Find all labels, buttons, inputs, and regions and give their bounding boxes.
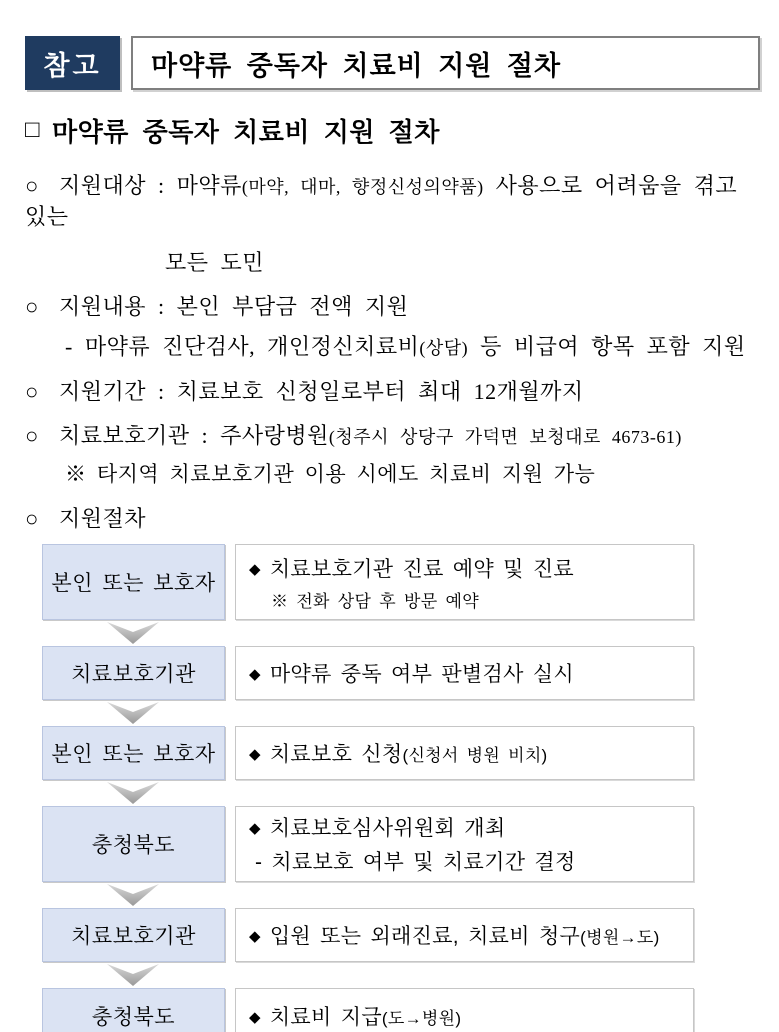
institution-note-text: ※ 타지역 치료보호기관 이용 시에도 치료비 지원 가능 (65, 463, 596, 486)
flow-content-box (235, 806, 694, 882)
flow-actor-box: 본인 또는 보호자 (42, 544, 225, 620)
diamond-bullet-icon: ◆ (249, 666, 261, 683)
flow-connector (42, 882, 760, 908)
flow-content-box (235, 988, 694, 1032)
procedure-flowchart (42, 544, 760, 1032)
flow-step (249, 920, 693, 950)
down-arrow-icon (107, 884, 159, 906)
diamond-bullet-icon: ◆ (249, 928, 261, 945)
target-paren: (마약, 대마, 향정신성의약품) (241, 177, 484, 197)
flow-content-box (235, 646, 694, 700)
down-arrow-icon (107, 622, 159, 644)
target-line2-text: 모든 도민 (165, 250, 265, 275)
flow-step (249, 738, 693, 768)
down-arrow-icon (107, 782, 159, 804)
flow-row (42, 908, 760, 962)
institution-text: 치료보호기관 : 주사랑병원 (59, 423, 329, 448)
flow-step-note: ※ 전화 상담 후 방문 예약 (271, 591, 479, 611)
flow-step-paren: (도→병원) (381, 1009, 462, 1028)
flow-content-box (235, 544, 694, 620)
diamond-bullet-icon: ◆ (249, 746, 261, 763)
flow-connector (42, 962, 760, 988)
content-sub-text: - 마약류 진단검사, 개인정신치료비 (65, 334, 420, 359)
reference-badge: 참고 (25, 36, 120, 90)
bullet-target (25, 171, 760, 232)
target-text: 지원대상 : 마약류 (59, 173, 242, 198)
circle-marker: ○ (25, 379, 39, 404)
institution-paren: (청주시 상당구 가덕면 보청대로 4673-61) (328, 427, 682, 447)
flow-content-box (235, 908, 694, 962)
document-title-box (131, 36, 760, 90)
flow-row (42, 988, 760, 1032)
target-tail: 사용으로 어려움을 겪고 있는 (25, 173, 738, 229)
flow-step-text: 입원 또는 외래진료, 치료비 청구 (269, 925, 581, 948)
flow-step-text: 치료보호기관 진료 예약 및 진료 (269, 557, 574, 581)
circle-marker: ○ (25, 294, 39, 319)
flow-step-paren: (병원→도) (580, 928, 660, 947)
flow-actor-box: 충청북도 (42, 988, 225, 1032)
document-title: 마약류 중독자 치료비 지원 절차 (151, 50, 562, 81)
content-sub-paren: (상담) (419, 338, 469, 358)
flow-step-subline: - 치료보호 여부 및 치료기간 결정 (255, 851, 576, 874)
diamond-bullet-icon: ◆ (249, 1009, 261, 1026)
flow-content-box (235, 726, 694, 780)
flow-step-text: 마약류 중독 여부 판별검사 실시 (269, 663, 574, 686)
square-marker: □ (25, 115, 40, 143)
flow-connector (42, 780, 760, 806)
flow-connector (42, 620, 760, 646)
bullet-procedure (25, 504, 760, 534)
flow-row (42, 806, 760, 882)
section-heading (25, 112, 760, 149)
bullet-content (25, 292, 760, 322)
flow-actor-box: 치료보호기관 (42, 908, 225, 962)
down-arrow-icon (107, 964, 159, 986)
procedure-text: 지원절차 (59, 506, 147, 531)
flow-step-paren: (신청서 병원 비치) (402, 746, 548, 765)
section-title: 마약류 중독자 치료비 지원 절차 (52, 117, 440, 147)
header (25, 36, 760, 90)
content-text: 지원내용 : 본인 부담금 전액 지원 (59, 294, 409, 319)
circle-marker: ○ (25, 173, 39, 198)
flow-row (42, 544, 760, 620)
diamond-bullet-icon: ◆ (249, 560, 261, 578)
bullet-institution-note (25, 458, 760, 488)
bullet-period (25, 377, 760, 407)
period-text: 지원기간 : 치료보호 신청일로부터 최대 12개월까지 (59, 379, 584, 404)
content-sub-tail: 등 비급여 항목 포함 지원 (468, 334, 746, 359)
flow-connector (42, 700, 760, 726)
flow-actor-box: 충청북도 (42, 806, 225, 882)
flow-step-text: 치료비 지급 (269, 1006, 382, 1029)
circle-marker: ○ (25, 506, 39, 531)
flow-actor-box: 본인 또는 보호자 (42, 726, 225, 780)
flow-step (249, 658, 693, 688)
down-arrow-icon (107, 702, 159, 724)
circle-marker: ○ (25, 423, 39, 448)
flow-step (249, 812, 693, 842)
flow-row (42, 726, 760, 780)
bullet-target-line2 (25, 248, 760, 278)
bullet-institution (25, 421, 760, 452)
flow-step-text: 치료보호심사위원회 개최 (269, 817, 506, 840)
flow-actor-box: 치료보호기관 (42, 646, 225, 700)
diamond-bullet-icon: ◆ (249, 820, 261, 837)
flow-row (42, 646, 760, 700)
flow-step-text: 치료보호 신청 (269, 743, 403, 766)
bullet-content-sub (25, 332, 760, 363)
flow-step (249, 1001, 693, 1031)
flow-step (249, 553, 693, 583)
